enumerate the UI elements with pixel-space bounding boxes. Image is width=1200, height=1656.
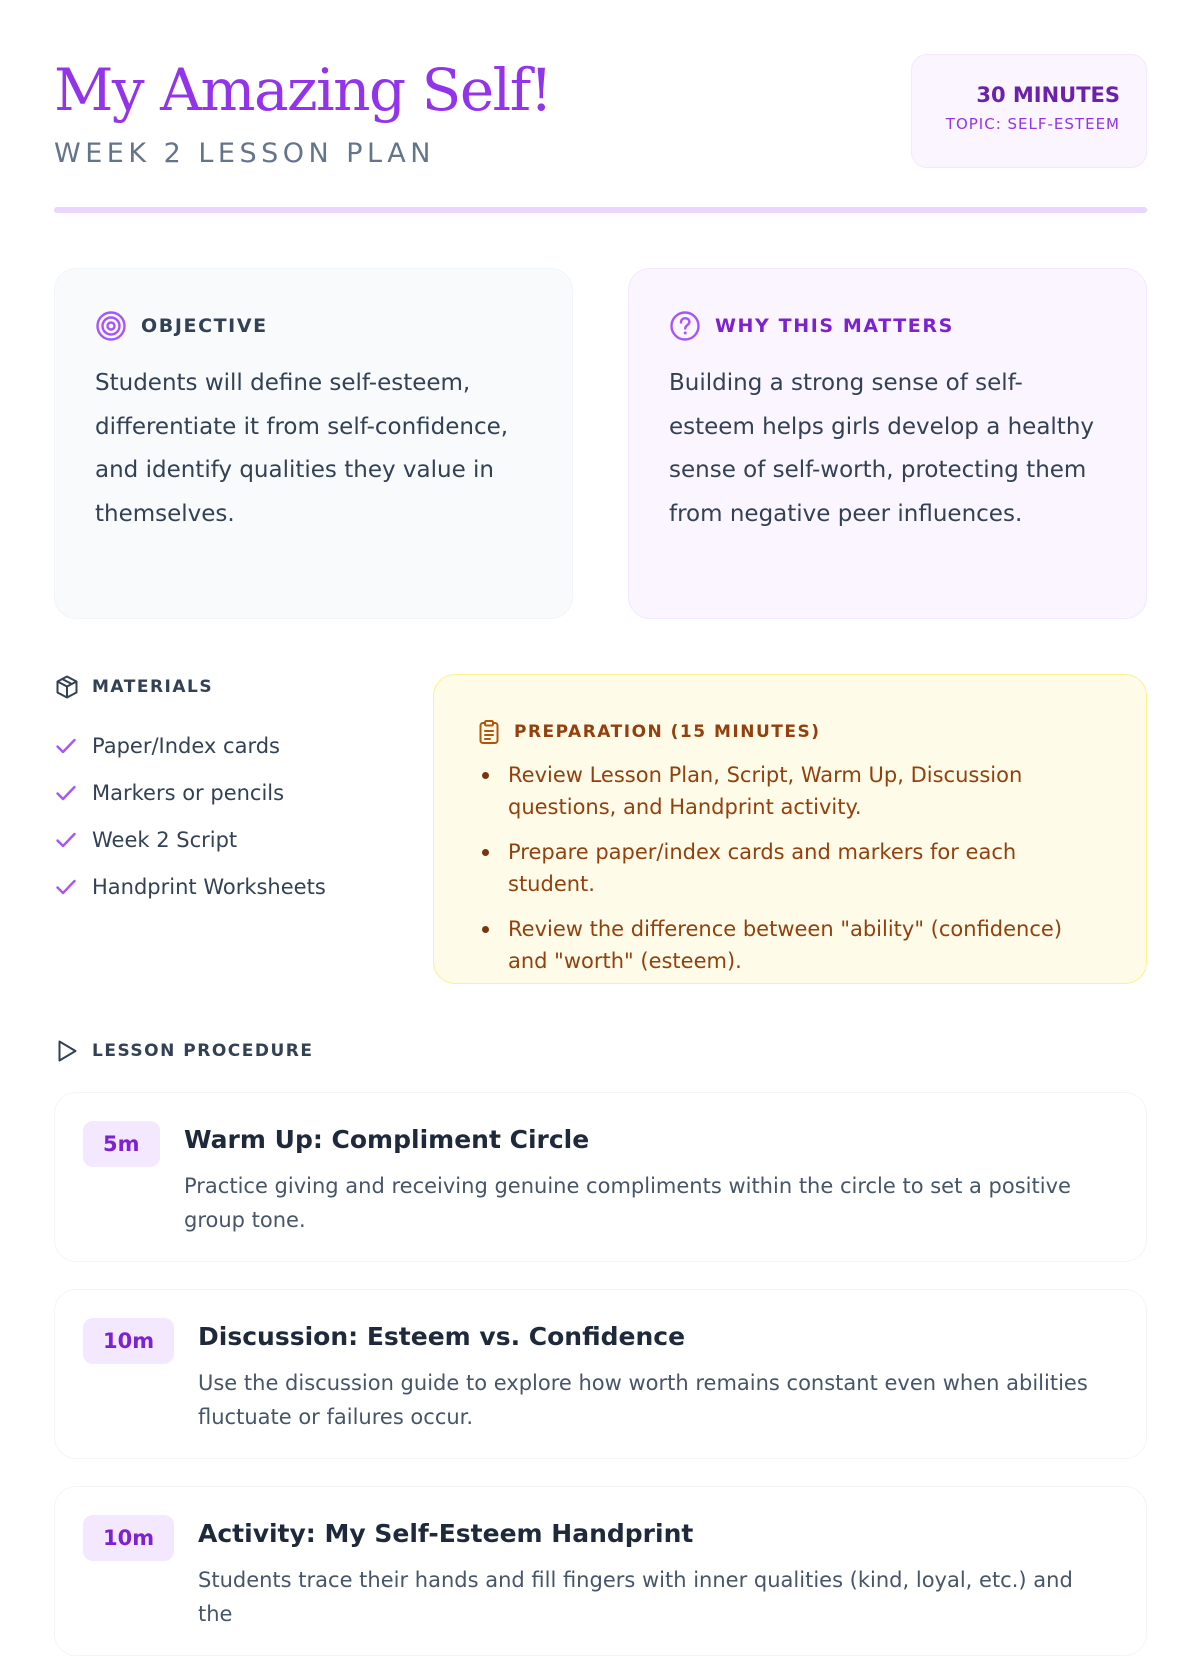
procedure-header — [54, 1036, 1147, 1066]
play-icon — [54, 1038, 80, 1064]
materials-section — [54, 672, 424, 910]
step-duration-badge: 10m — [83, 1515, 174, 1561]
step-title: Discussion: Esteem vs. Confidence — [198, 1322, 686, 1351]
materials-header — [54, 672, 424, 702]
material-text: Markers or pencils — [92, 780, 285, 805]
step-duration-badge: 10m — [83, 1318, 174, 1364]
materials-list — [54, 722, 424, 910]
step-duration-badge: 5m — [83, 1121, 160, 1167]
step-description: Use the discussion guide to explore how worth remains constant even when abilities fluctuate or failures occur. — [198, 1371, 1088, 1429]
topic-label: TOPIC: SELF-ESTEEM — [945, 115, 1120, 133]
page-subtitle: WEEK 2 LESSON PLAN — [54, 138, 435, 169]
step-description: Practice giving and receiving genuine compliments within the circle to set a positive group tone. — [184, 1174, 1071, 1232]
clipboard-icon — [476, 719, 502, 745]
step-body — [198, 1515, 1106, 1631]
target-icon — [95, 310, 127, 342]
list-item — [54, 863, 424, 910]
step-title: Activity: My Self-Esteem Handprint — [198, 1519, 694, 1548]
material-text: Handprint Worksheets — [92, 874, 326, 899]
list-item — [54, 769, 424, 816]
duration-label: 30 MINUTES — [976, 83, 1120, 107]
list-item: Review Lesson Plan, Script, Warm Up, Discussion questions, and Handprint activity. — [476, 759, 1106, 823]
why-header — [669, 309, 1106, 343]
procedure-step — [54, 1092, 1147, 1262]
checkmark-icon — [54, 781, 78, 805]
step-body — [198, 1318, 1106, 1434]
preparation-header — [476, 717, 1106, 747]
checkmark-icon — [54, 828, 78, 852]
material-text: Paper/Index cards — [92, 733, 280, 758]
lesson-procedure-section — [54, 1036, 1147, 1626]
objective-card — [54, 268, 573, 619]
question-circle-icon — [669, 310, 701, 342]
header — [54, 52, 1147, 212]
step-description: Students trace their hands and fill fingers with inner qualities (kind, loyal, etc.) and the — [198, 1568, 1073, 1626]
why-this-matters-card — [628, 268, 1147, 619]
objective-text: Students will define self-esteem, differentiate it from self-confidence, and identify qualities they value in themselves. — [95, 370, 509, 527]
list-item: Review the difference between "ability" (confidence) and "worth" (esteem). — [476, 913, 1106, 977]
why-text: Building a strong sense of self-esteem helps girls develop a healthy sense of self-worth, protecting them from negative peer influences. — [669, 370, 1095, 527]
duration-badge — [911, 54, 1147, 168]
list-item — [54, 722, 424, 769]
preparation-label: PREPARATION (15 MINUTES) — [514, 722, 821, 742]
checkmark-icon — [54, 734, 78, 758]
materials-label: MATERIALS — [92, 677, 214, 697]
why-label: WHY THIS MATTERS — [715, 315, 954, 337]
page-title: My Amazing Self! — [54, 56, 552, 124]
procedure-step — [54, 1289, 1147, 1459]
lesson-plan-page — [54, 0, 1147, 1626]
procedure-label: LESSON PROCEDURE — [92, 1041, 314, 1061]
preparation-card — [433, 674, 1147, 984]
box-icon — [54, 674, 80, 700]
checkmark-icon — [54, 875, 78, 899]
list-item — [54, 816, 424, 863]
material-text: Week 2 Script — [92, 827, 238, 852]
step-title: Warm Up: Compliment Circle — [184, 1125, 590, 1154]
procedure-step — [54, 1486, 1147, 1656]
step-body — [184, 1121, 1106, 1237]
header-divider — [54, 207, 1147, 213]
preparation-list — [476, 759, 1106, 977]
objective-label: OBJECTIVE — [141, 315, 268, 337]
objective-header — [95, 309, 532, 343]
list-item: Prepare paper/index cards and markers for each student. — [476, 836, 1106, 900]
